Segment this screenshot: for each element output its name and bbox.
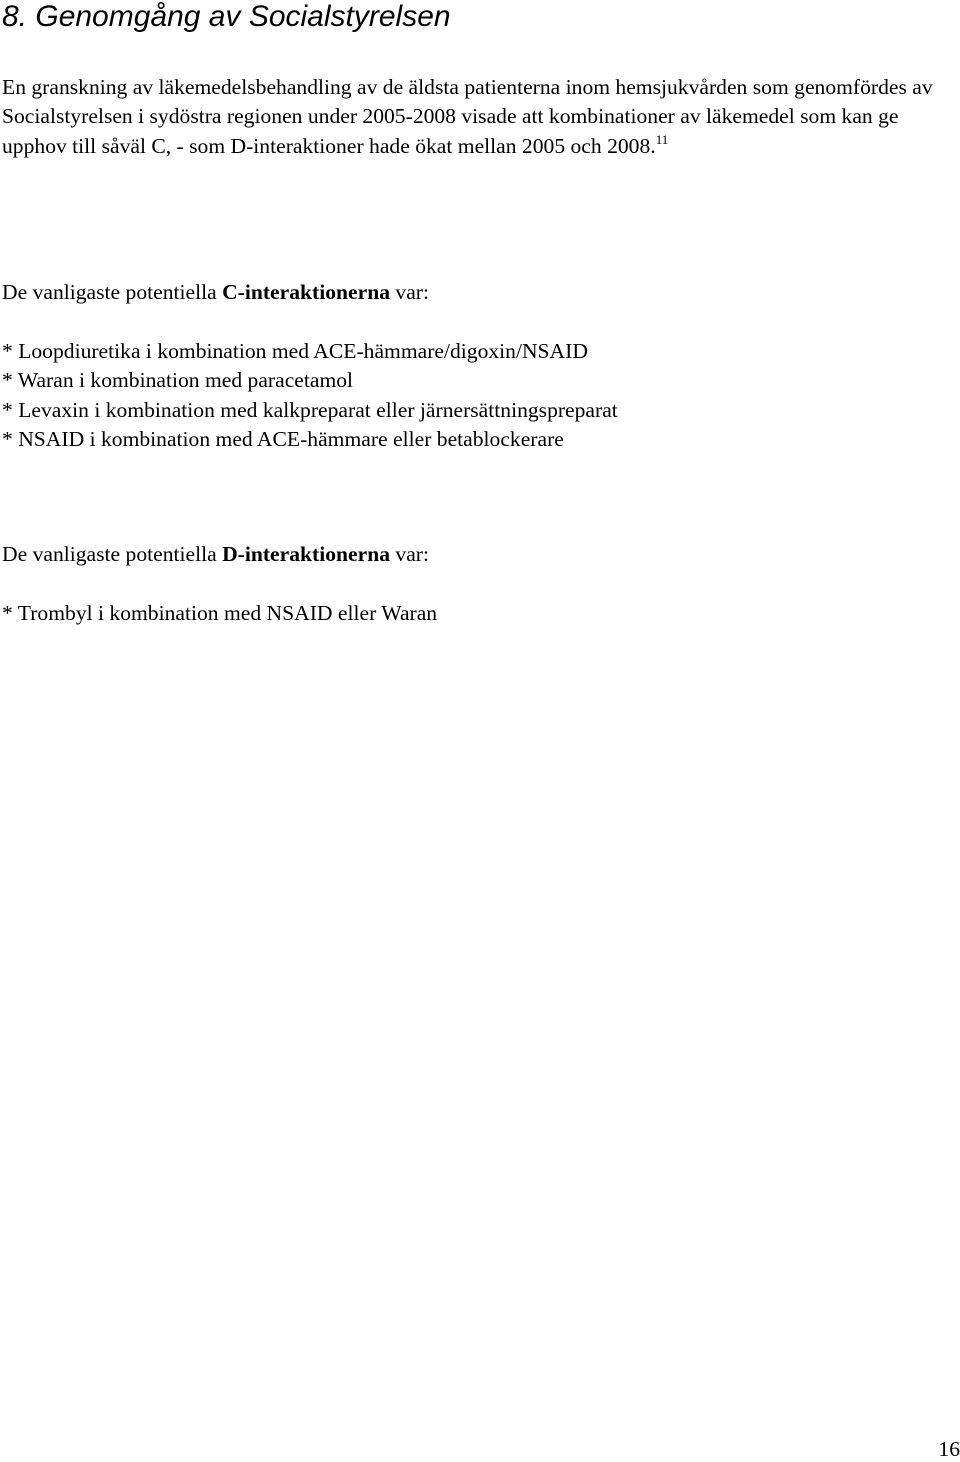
- d-lead-suffix: var:: [390, 542, 429, 566]
- page-number: 16: [938, 1437, 960, 1461]
- d-interactions-list: [2, 599, 958, 628]
- list-item: * Loopdiuretika i kombination med ACE-hämmare/digoxin/NSAID: [2, 339, 588, 363]
- intro-paragraph: [2, 73, 958, 161]
- c-lead-suffix: var:: [390, 280, 429, 304]
- c-lead-term: C-interaktionerna: [222, 280, 390, 304]
- list-item: * Levaxin i kombination med kalkpreparat eller järnersättningspreparat: [2, 397, 618, 422]
- list-item: * Waran i kombination med paracetamol: [2, 368, 354, 393]
- c-interactions-list: [2, 337, 958, 454]
- list-item: * NSAID i kombination med ACE-hämmare eller betablockerare: [2, 426, 564, 451]
- d-lead-prefix: De vanligaste potentiella: [2, 542, 223, 566]
- section-title: 8. Genomgång av Socialstyrelsen: [2, 0, 451, 33]
- c-lead-prefix: De vanligaste potentiella: [2, 280, 223, 304]
- footnote-reference: 11: [655, 131, 669, 147]
- c-interactions-lead: [2, 278, 958, 307]
- intro-text: En granskning av läkemedelsbehandling av de äldsta patienterna inom hemsjukvården som genomfördes av Socialstyrelsen i sydöstra regionen under 2005-2008 visade att kombinationer av läkemedel som kan ge upphov till såväl C, - som D-interaktioner hade ökat mellan 2005 och 2008.: [2, 75, 933, 158]
- list-item: * Trombyl i kombination med NSAID eller Waran: [2, 601, 438, 625]
- d-interactions-lead: [2, 540, 958, 569]
- d-lead-term: D-interaktionerna: [222, 542, 390, 566]
